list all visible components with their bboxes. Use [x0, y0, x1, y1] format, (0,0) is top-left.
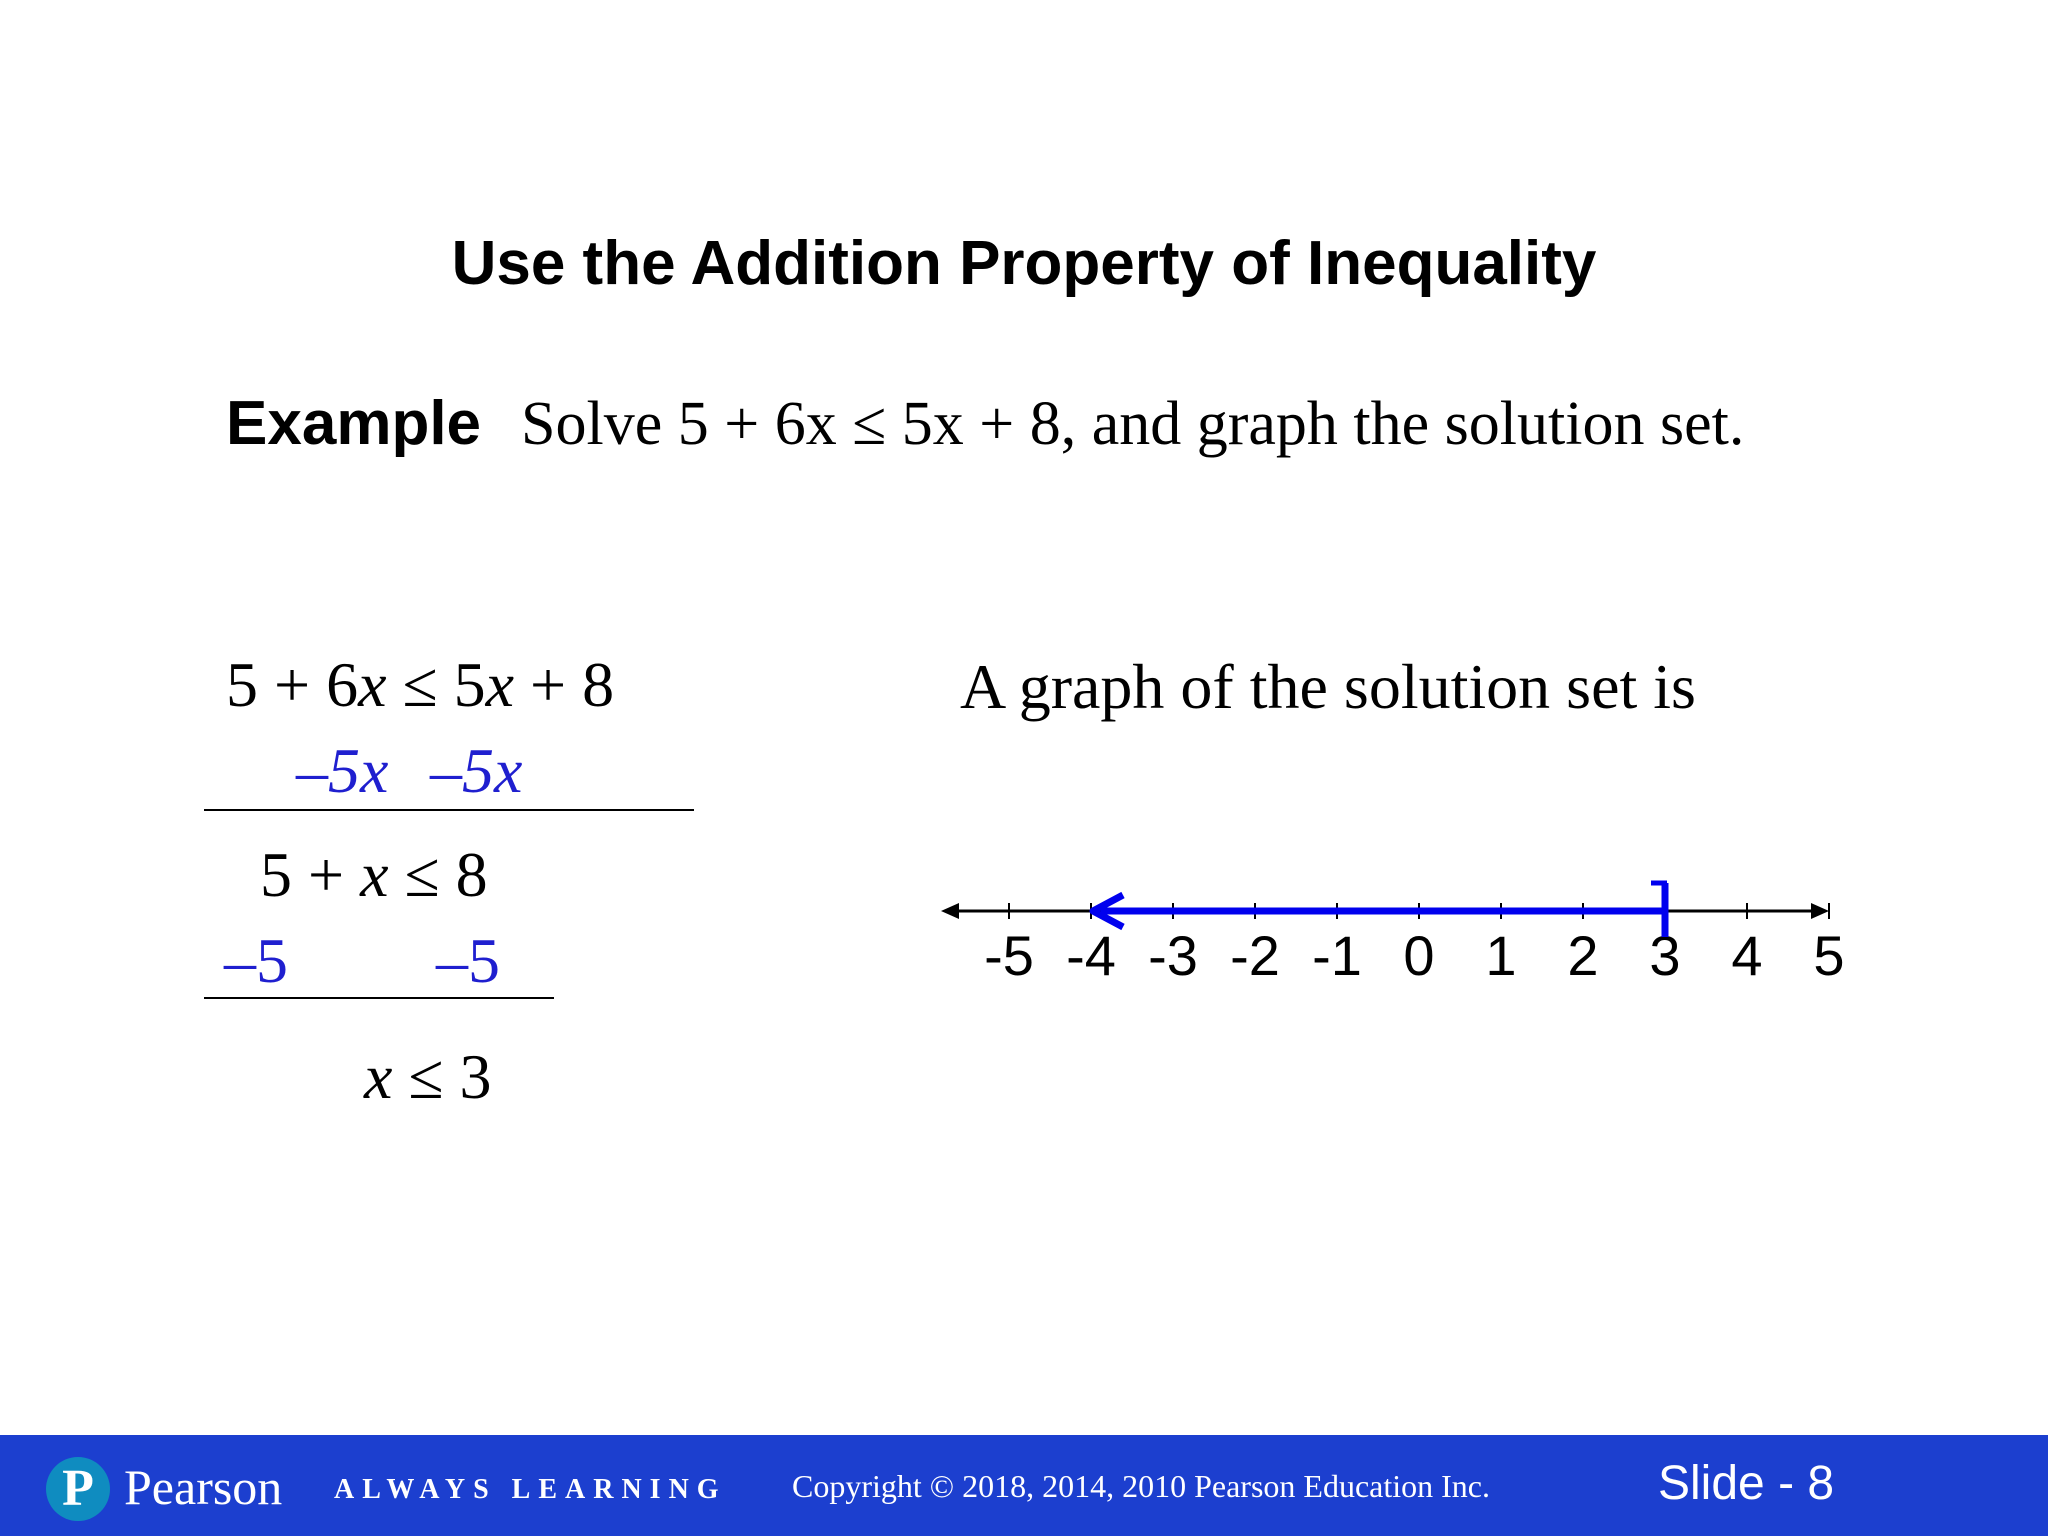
example-statement [226, 388, 1744, 460]
pearson-wordmark: Pearson [124, 1459, 283, 1515]
tick-label: -1 [1312, 924, 1362, 987]
tick-label: 4 [1731, 924, 1763, 987]
work-line-2: 5 + x ≤ 8 [260, 839, 488, 910]
tick-label: -5 [984, 924, 1034, 987]
tick-label: 0 [1403, 924, 1435, 987]
tick-label: 1 [1485, 924, 1517, 987]
number-line-graph [925, 855, 1845, 995]
footer-tagline: ALWAYS LEARNING [334, 1474, 727, 1505]
divider-line-2 [204, 997, 554, 999]
footer-copyright: Copyright © 2018, 2014, 2010 Pearson Education Inc. [792, 1468, 1490, 1504]
tick-label: -3 [1148, 924, 1198, 987]
work-line-1: 5 + 6x ≤ 5x + 8 [226, 649, 615, 720]
example-problem: Solve 5 + 6x ≤ 5x + 8, and graph the solution set. [521, 390, 1745, 458]
axis-arrow-left [941, 903, 959, 919]
slide-title: Use the Addition Property of Inequality [451, 229, 1597, 298]
axis-arrow-right [1811, 903, 1829, 919]
tick-label: 5 [1813, 924, 1845, 987]
example-label: Example [226, 389, 482, 458]
tick-label: 3 [1649, 924, 1681, 987]
slide-number: Slide - 8 [1658, 1457, 1835, 1510]
result-line: x ≤ 3 [364, 1041, 492, 1112]
tick-label: -4 [1066, 924, 1116, 987]
subtract-5x-left: –5x [296, 735, 389, 806]
tick-label: 2 [1567, 924, 1599, 987]
subtract-5x-right: –5x [430, 735, 523, 806]
divider-line-1 [204, 809, 694, 811]
subtract-5-left: –5 [224, 925, 288, 996]
pearson-logo-icon: P [46, 1457, 110, 1521]
graph-caption: A graph of the solution set is [960, 651, 1696, 722]
subtract-5-right: –5 [436, 925, 500, 996]
tick-label: -2 [1230, 924, 1280, 987]
